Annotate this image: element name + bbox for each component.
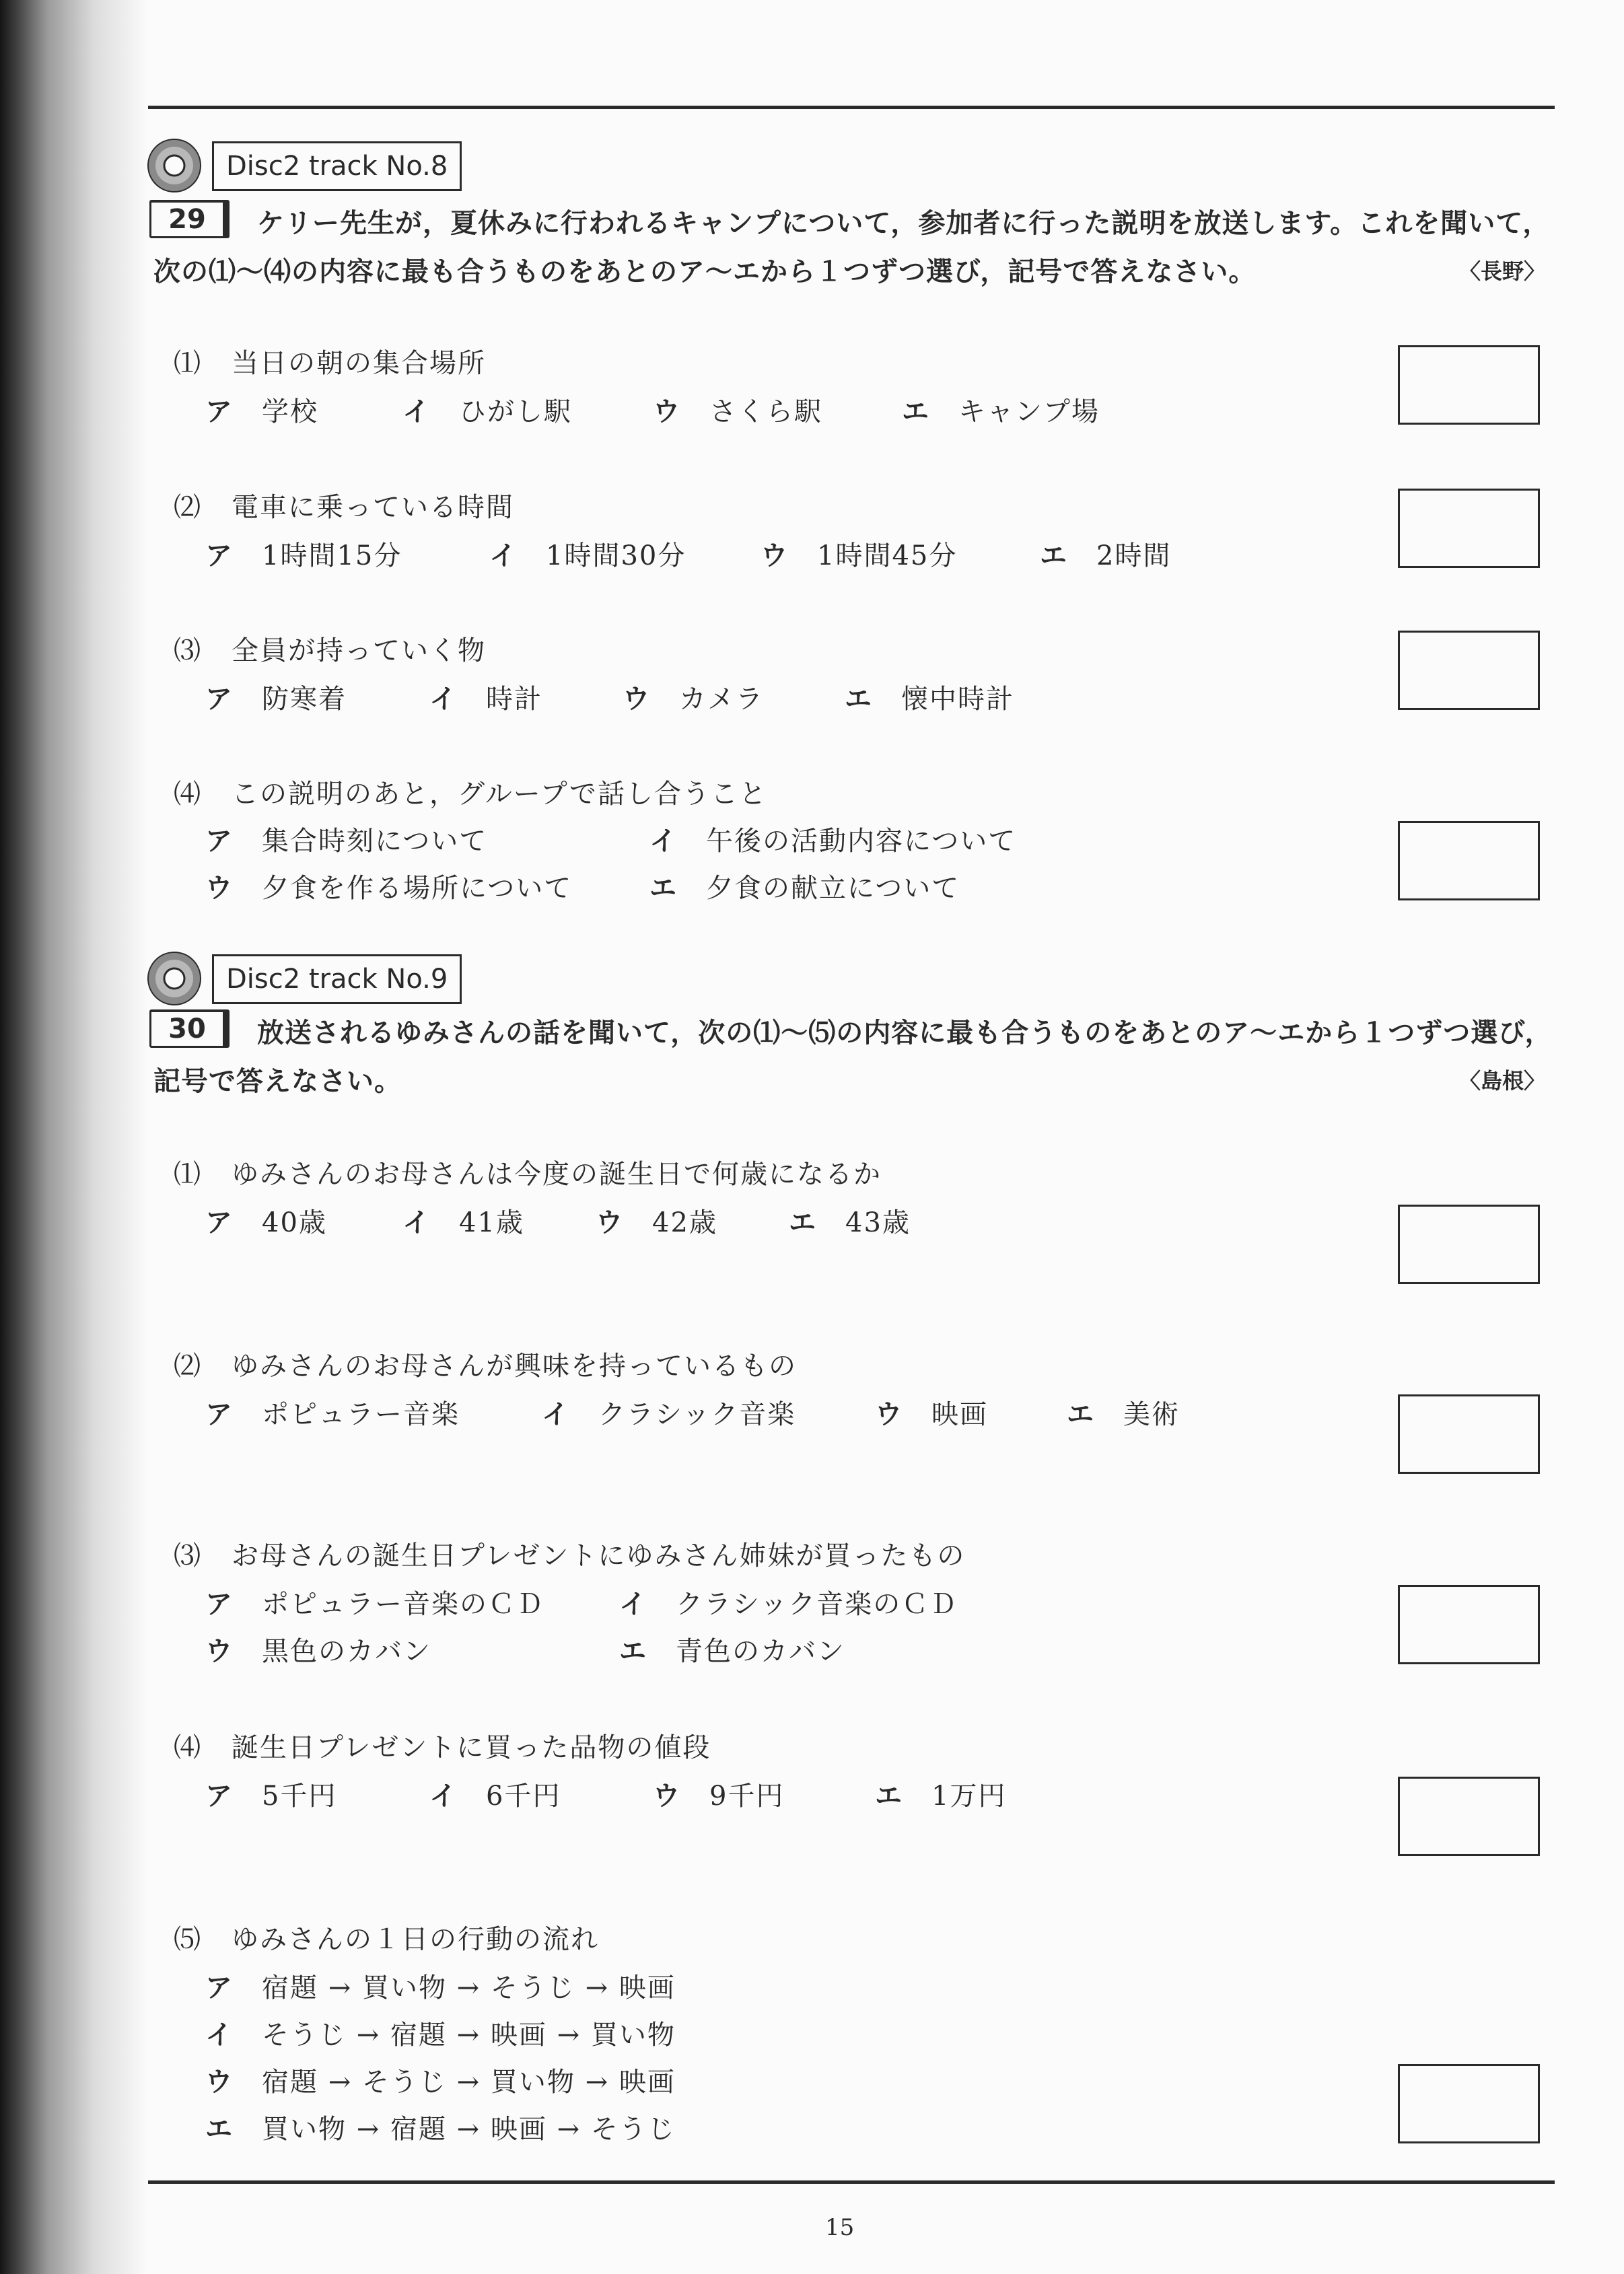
option: エ 美術 bbox=[1067, 1399, 1180, 1430]
answer-box[interactable] bbox=[1398, 1585, 1540, 1664]
answer-box[interactable] bbox=[1398, 1205, 1540, 1284]
option: エ 買い物 → 宿題 → 映画 → そうじ bbox=[205, 2114, 676, 2145]
page-edge-shadow bbox=[0, 0, 148, 2274]
option: ウ 1時間45分 bbox=[761, 540, 958, 571]
option: エ キャンプ場 bbox=[902, 396, 1100, 427]
option: イ クラシック音楽 bbox=[542, 1399, 796, 1430]
option: ウ さくら駅 bbox=[653, 396, 822, 427]
question-label: ⑷ bbox=[174, 1732, 202, 1763]
option: イ 1時間30分 bbox=[489, 540, 686, 571]
option: イ 午後の活動内容について bbox=[649, 826, 1017, 857]
option: ア ポピュラー音楽のＣＤ bbox=[205, 1589, 544, 1620]
option: エ 懐中時計 bbox=[845, 684, 1014, 715]
cd-icon bbox=[147, 951, 202, 1006]
option: ウ 42歳 bbox=[596, 1207, 717, 1238]
option: エ 青色のカバン bbox=[619, 1636, 845, 1667]
question-label: ⑶ bbox=[174, 1540, 202, 1571]
question-text: ゆみさんのお母さんは今度の誕生日で何歳になるか bbox=[232, 1159, 882, 1190]
option: エ 夕食の献立について bbox=[649, 873, 960, 904]
cd-icon bbox=[147, 138, 202, 193]
question-text: ゆみさんのお母さんが興味を持っているもの bbox=[232, 1351, 797, 1382]
option: イ クラシック音楽のＣＤ bbox=[619, 1589, 958, 1620]
answer-box[interactable] bbox=[1398, 1777, 1540, 1856]
track-label: Disc2 track No.8 bbox=[212, 141, 462, 191]
track-label: Disc2 track No.9 bbox=[212, 954, 462, 1004]
question-label: ⑵ bbox=[174, 1351, 202, 1382]
instruction-line-1: ケリー先生が，夏休みに行われるキャンプについて，参加者に行った説明を放送します。これを聞いて， bbox=[257, 208, 1551, 239]
option: ア ポピュラー音楽 bbox=[205, 1399, 460, 1430]
answer-box[interactable] bbox=[1398, 631, 1540, 710]
option: ア 宿題 → 買い物 → そうじ → 映画 bbox=[205, 1973, 676, 2003]
question-label: ⑵ bbox=[174, 492, 202, 523]
option: イ ひがし駅 bbox=[402, 396, 572, 427]
option: イ 41歳 bbox=[402, 1207, 524, 1238]
option: イ 6千円 bbox=[429, 1781, 561, 1812]
option: ア 5千円 bbox=[205, 1781, 337, 1812]
answer-box[interactable] bbox=[1398, 489, 1540, 568]
bottom-rule bbox=[148, 2180, 1555, 2184]
option: イ 時計 bbox=[429, 684, 542, 715]
question-label: ⑴ bbox=[174, 1159, 202, 1190]
question-text: 誕生日プレゼントに買った品物の値段 bbox=[232, 1732, 711, 1763]
question-number: 30 bbox=[149, 1009, 230, 1048]
question-text: 電車に乗っている時間 bbox=[232, 492, 514, 523]
answer-box[interactable] bbox=[1398, 2064, 1540, 2143]
option: ア 40歳 bbox=[205, 1207, 327, 1238]
option: ウ 夕食を作る場所について bbox=[205, 873, 573, 904]
source-region: 〈長野〉 bbox=[1459, 258, 1546, 284]
option: ア 学校 bbox=[205, 396, 318, 427]
option: エ 2時間 bbox=[1040, 540, 1172, 571]
answer-box[interactable] bbox=[1398, 345, 1540, 425]
option: ア 集合時刻について bbox=[205, 826, 488, 857]
answer-box[interactable] bbox=[1398, 1394, 1540, 1474]
question-text: この説明のあと，グループで話し合うこと bbox=[232, 779, 767, 810]
instruction-line-1: 放送されるゆみさんの話を聞いて，次の⑴～⑸の内容に最も合うものをあとのア～エから１つずつ選び， bbox=[257, 1018, 1553, 1049]
option: イ そうじ → 宿題 → 映画 → 買い物 bbox=[205, 2020, 676, 2051]
option: エ 43歳 bbox=[789, 1207, 911, 1238]
question-label: ⑴ bbox=[174, 348, 202, 379]
instruction-line-2: 記号で答えなさい。 bbox=[153, 1066, 402, 1097]
source-region: 〈島根〉 bbox=[1459, 1068, 1546, 1094]
question-number: 29 bbox=[149, 200, 230, 238]
option: エ 1万円 bbox=[875, 1781, 1007, 1812]
question-label: ⑶ bbox=[174, 635, 202, 666]
question-text: ゆみさんの１日の行動の流れ bbox=[232, 1924, 599, 1955]
option: ウ カメラ bbox=[623, 684, 764, 715]
page-number: 15 bbox=[825, 2214, 855, 2241]
question-label: ⑷ bbox=[174, 779, 202, 810]
top-rule bbox=[148, 106, 1555, 109]
option: ウ 映画 bbox=[875, 1399, 988, 1430]
option: ア 防寒着 bbox=[205, 684, 347, 715]
option: ウ 9千円 bbox=[653, 1781, 785, 1812]
question-text: お母さんの誕生日プレゼントにゆみさん姉妹が買ったもの bbox=[232, 1540, 966, 1571]
option: ウ 黒色のカバン bbox=[205, 1636, 431, 1667]
instruction-line-2: 次の⑴～⑷の内容に最も合うものをあとのア～エから１つずつ選び，記号で答えなさい。 bbox=[153, 256, 1257, 287]
question-text: 全員が持っていく物 bbox=[232, 635, 486, 666]
option: ア 1時間15分 bbox=[205, 540, 402, 571]
question-label: ⑸ bbox=[174, 1924, 202, 1955]
option: ウ 宿題 → そうじ → 買い物 → 映画 bbox=[205, 2067, 676, 2098]
question-text: 当日の朝の集合場所 bbox=[232, 348, 486, 379]
answer-box[interactable] bbox=[1398, 821, 1540, 900]
